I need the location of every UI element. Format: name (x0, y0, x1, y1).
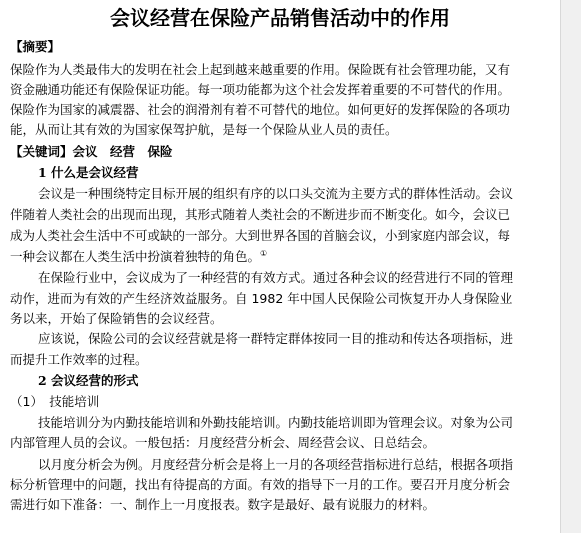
abstract-line: 资金融通功能还有保险保证功能。每一项功能都为这个社会发挥着重要的不可替代的作用。 (10, 82, 511, 97)
abstract-heading: 【摘要】 (10, 39, 61, 54)
paragraph-line: 务以来，开始了保险销售的会议经营。 (10, 311, 223, 326)
paragraph-line: 在保险行业中，会议成为了一种经营的有效方式。通过各种会议的经营进行不同的管理 (38, 270, 514, 285)
paragraph-text: 一种会议都在人类生活中扮演着独特的角色。 (10, 249, 261, 264)
footnote-marker: ① (260, 248, 268, 258)
section-heading: 2 会议经营的形式 (38, 373, 139, 388)
vertical-scrollbar[interactable] (560, 0, 581, 533)
paragraph-line: 动作，进而为有效的产生经济效益服务。自 1982 年中国人民保险公司恢复开办人身保险业 (10, 291, 513, 306)
paragraph-line (10, 248, 267, 265)
paragraph-line: 成为人类社会生活中不可或缺的一部分。大到世界各国的首脑会议，小到家庭内部会议，每 (10, 228, 511, 243)
section-heading: 1 什么是会议经营 (38, 165, 139, 180)
document-title: 会议经营在保险产品销售活动中的作用 (110, 6, 450, 30)
paragraph-line: 技能培训分为内勤技能培训和外勤技能培训。内勤技能培训即为管理会议。对象为公司 (38, 415, 514, 430)
subsection-heading: （1） 技能培训 (10, 394, 100, 409)
abstract-line: 保险作为人类最伟大的发明在社会上起到越来越重要的作用。保险既有社会管理功能，又有 (10, 62, 511, 77)
paragraph-line: 会议是一种围绕特定目标开展的组织有序的以口头交流为主要方式的群体性活动。会议 (38, 186, 514, 201)
abstract-line: 保险作为国家的减震器、社会的润滑剂有着不可替代的地位。如何更好的发挥保险的各项功 (10, 102, 511, 117)
paragraph-line: 伴随着人类社会的出现而出现，其形式随着人类社会的不断进步而不断变化。如今，会议已 (10, 207, 511, 222)
abstract-line: 能，从而让其有效的为国家保驾护航，是每一个保险从业人员的责任。 (10, 122, 398, 137)
paragraph-line: 应该说，保险公司的会议经营就是将一群特定群体按同一目的推动和传达各项指标，进 (38, 331, 514, 346)
paragraph-line: 而提升工作效率的过程。 (10, 352, 148, 367)
paragraph-line: 需进行如下准备：一、制作上一月度报表。数字是最好、最有说服力的材料。 (10, 497, 436, 512)
keywords-line: 【关键词】会议 经营 保险 (10, 144, 173, 159)
paragraph-line: 标分析管理中的问题，找出有待提高的方面。有效的指导下一月的工作。要召开月度分析会 (10, 477, 511, 492)
paragraph-line: 内部管理人员的会议。一般包括：月度经营分析会、周经营会议、日总结会。 (10, 435, 436, 450)
paragraph-line: 以月度分析会为例。月度经营分析会是将上一月的各项经营指标进行总结，根据各项指 (38, 457, 514, 472)
